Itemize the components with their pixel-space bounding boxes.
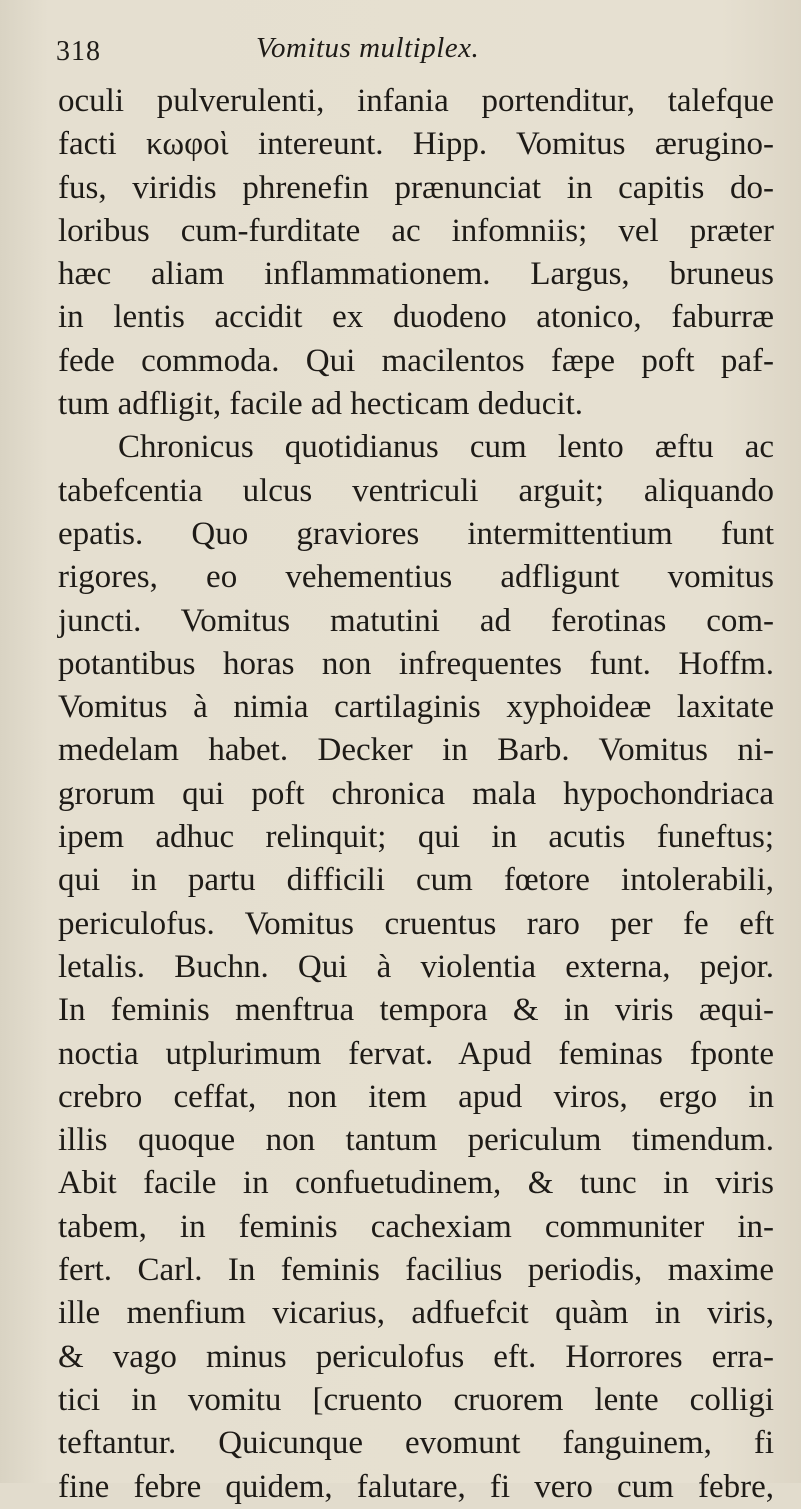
text-line: illis quoque non tantum periculum timendum. xyxy=(58,1122,774,1159)
text-line: tici in vomitu [cruento cruorem lente colligi xyxy=(58,1381,774,1418)
text-line: crebro ceffat, non item apud viros, ergo in xyxy=(58,1078,774,1115)
text-line: tabem, in feminis cachexiam communiter in- xyxy=(58,1208,774,1245)
page-header xyxy=(56,28,776,72)
text-line: hæc aliam inflammationem. Largus, bruneus xyxy=(58,256,774,293)
text-line: fine febre quidem, falutare, fi vero cum febre, xyxy=(58,1468,774,1505)
text-line: letalis. Buchn. Qui à violentia externa, pejor. xyxy=(58,948,774,985)
text-line: epatis. Quo graviores intermittentium funt xyxy=(58,515,774,552)
text-line: grorum qui poft chronica mala hypochondriaca xyxy=(58,775,774,812)
text-line: tum adfligit, facile ad hecticam deducit. xyxy=(58,386,584,423)
text-line: loribus cum-furditate ac infomniis; vel præter xyxy=(58,212,774,249)
text-line: medelam habet. Decker in Barb. Vomitus ni- xyxy=(58,732,774,769)
text-line: noctia utplurimum fervat. Apud feminas fponte xyxy=(58,1035,774,1072)
running-head: Vomitus multiplex. xyxy=(256,32,480,64)
text-line: fert. Carl. In feminis facilius periodis, maxime xyxy=(58,1252,774,1289)
page-number: 318 xyxy=(56,36,101,67)
text-line: teftantur. Quicunque evomunt fanguinem, fi xyxy=(58,1425,774,1462)
text-line: Vomitus à nimia cartilaginis xyphoideæ laxitate xyxy=(58,689,774,726)
text-line: tabefcentia ulcus ventriculi arguit; aliquando xyxy=(58,472,774,509)
text-line: facti κωφοὶ intereunt. Hipp. Vomitus ærugino- xyxy=(58,126,774,163)
text-line: rigores, eo vehementius adfligunt vomitus xyxy=(58,559,774,596)
text-line: fus, viridis phrenefin prænunciat in capitis do- xyxy=(58,169,774,206)
text-line: qui in partu difficili cum fœtore intolerabili, xyxy=(58,862,774,899)
text-line: periculofus. Vomitus cruentus raro per fe eft xyxy=(58,905,774,942)
text-line: In feminis menftrua tempora & in viris æqui- xyxy=(58,992,774,1029)
text-line: juncti. Vomitus matutini ad ferotinas com- xyxy=(58,602,774,639)
text-line: potantibus horas non infrequentes funt. Hoffm. xyxy=(58,645,774,682)
text-line: Chronicus quotidianus cum lento æftu ac xyxy=(118,429,774,466)
text-line: in lentis accidit ex duodeno atonico, faburræ xyxy=(58,299,774,336)
text-line: & vago minus periculofus eft. Horrores erra- xyxy=(58,1338,774,1375)
text-line: Abit facile in confuetudinem, & tunc in viris xyxy=(58,1165,774,1202)
body-text xyxy=(58,80,774,1509)
text-line: ille menfium vicarius, adfuefcit quàm in viris, xyxy=(58,1295,774,1332)
text-line: ipem adhuc relinquit; qui in acutis funeftus; xyxy=(58,819,774,856)
text-line: fede commoda. Qui macilentos fæpe poft paf- xyxy=(58,342,774,379)
text-line: oculi pulverulenti, infania portenditur, talefque xyxy=(58,83,774,119)
